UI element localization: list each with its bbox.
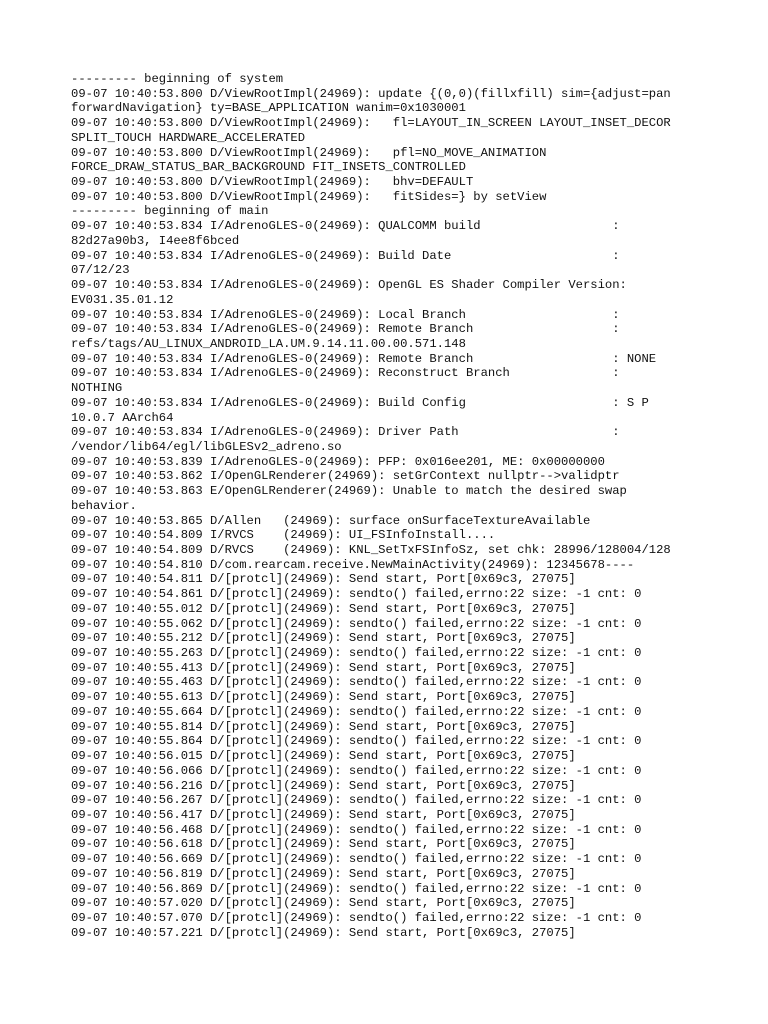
log-line: forwardNavigation} ty=BASE_APPLICATION wanim=0x1030001	[71, 101, 466, 116]
log-line: 82d27a90b3, I4ee8f6bced	[71, 233, 240, 248]
log-line: 09-07 10:40:56.869 D/[protcl](24969): sendto() failed,errno:22 size: -1 cnt: 0	[71, 881, 642, 896]
log-line: 09-07 10:40:55.413 D/[protcl](24969): Send start, Port[0x69c3, 27075]	[71, 660, 576, 675]
log-line: 09-07 10:40:53.834 I/AdrenoGLES-0(24969): Remote Branch : NONE	[71, 351, 657, 366]
log-line: --------- beginning of system	[71, 72, 284, 86]
log-line: 09-07 10:40:53.800 D/ViewRootImpl(24969): fl=LAYOUT_IN_SCREEN LAYOUT_INSET_DECOR	[71, 116, 671, 131]
log-line: 09-07 10:40:53.834 I/AdrenoGLES-0(24969): QUALCOMM build :	[71, 219, 620, 234]
log-line: 09-07 10:40:56.618 D/[protcl](24969): Send start, Port[0x69c3, 27075]	[71, 837, 576, 852]
log-line: 09-07 10:40:55.212 D/[protcl](24969): Send start, Port[0x69c3, 27075]	[71, 631, 576, 646]
log-line: 09-07 10:40:55.814 D/[protcl](24969): Send start, Port[0x69c3, 27075]	[71, 719, 576, 734]
log-line: 09-07 10:40:53.862 I/OpenGLRenderer(24969): setGrContext nullptr-->validptr	[71, 469, 620, 484]
log-line: 09-07 10:40:55.463 D/[protcl](24969): sendto() failed,errno:22 size: -1 cnt: 0	[71, 675, 642, 690]
log-line: 09-07 10:40:54.810 D/com.rearcam.receive.NewMainActivity(24969): 12345678----	[71, 557, 635, 572]
log-line: 07/12/23	[71, 263, 130, 278]
log-line: 09-07 10:40:55.664 D/[protcl](24969): sendto() failed,errno:22 size: -1 cnt: 0	[71, 704, 642, 719]
log-line: 09-07 10:40:54.861 D/[protcl](24969): sendto() failed,errno:22 size: -1 cnt: 0	[71, 587, 642, 602]
log-line: 09-07 10:40:55.263 D/[protcl](24969): sendto() failed,errno:22 size: -1 cnt: 0	[71, 646, 642, 661]
log-line: 09-07 10:40:53.839 I/AdrenoGLES-0(24969): PFP: 0x016ee201, ME: 0x00000000	[71, 454, 605, 469]
log-line: 09-07 10:40:53.834 I/AdrenoGLES-0(24969): Build Date :	[71, 248, 620, 263]
log-line: /vendor/lib64/egl/libGLESv2_adreno.so	[71, 439, 342, 454]
log-line: 09-07 10:40:53.800 D/ViewRootImpl(24969): fitSides=} by setView	[71, 189, 547, 204]
log-line: 09-07 10:40:57.070 D/[protcl](24969): sendto() failed,errno:22 size: -1 cnt: 0	[71, 910, 642, 925]
log-line: 09-07 10:40:55.062 D/[protcl](24969): sendto() failed,errno:22 size: -1 cnt: 0	[71, 616, 642, 631]
log-line: behavior.	[71, 498, 137, 513]
log-line: 09-07 10:40:57.221 D/[protcl](24969): Send start, Port[0x69c3, 27075]	[71, 925, 576, 940]
log-line: 09-07 10:40:54.809 I/RVCS (24969): UI_FSInfoInstall....	[71, 528, 496, 543]
log-line: EV031.35.01.12	[71, 292, 174, 307]
log-line: 09-07 10:40:53.800 D/ViewRootImpl(24969): pfl=NO_MOVE_ANIMATION	[71, 145, 547, 160]
log-line: NOTHING	[71, 381, 123, 396]
log-line: 09-07 10:40:54.809 D/RVCS (24969): KNL_SetTxFSInfoSz, set chk: 28996/128004/128	[71, 543, 671, 557]
log-line: 09-07 10:40:53.863 E/OpenGLRenderer(24969): Unable to match the desired swap	[71, 484, 627, 499]
log-line: 09-07 10:40:56.066 D/[protcl](24969): sendto() failed,errno:22 size: -1 cnt: 0	[71, 763, 642, 778]
log-line: 09-07 10:40:56.267 D/[protcl](24969): sendto() failed,errno:22 size: -1 cnt: 0	[71, 793, 642, 808]
log-line: SPLIT_TOUCH HARDWARE_ACCELERATED	[71, 130, 306, 145]
log-line: 09-07 10:40:55.012 D/[protcl](24969): Send start, Port[0x69c3, 27075]	[71, 601, 576, 616]
log-line: 09-07 10:40:56.669 D/[protcl](24969): sendto() failed,errno:22 size: -1 cnt: 0	[71, 852, 642, 867]
log-line: 09-07 10:40:56.216 D/[protcl](24969): Send start, Port[0x69c3, 27075]	[71, 778, 576, 793]
log-line: 09-07 10:40:56.015 D/[protcl](24969): Send start, Port[0x69c3, 27075]	[71, 749, 576, 764]
log-line: refs/tags/AU_LINUX_ANDROID_LA.UM.9.14.11.00.00.571.148	[71, 336, 466, 351]
log-line: 09-07 10:40:53.834 I/AdrenoGLES-0(24969): Driver Path :	[71, 425, 620, 440]
log-line: 09-07 10:40:54.811 D/[protcl](24969): Send start, Port[0x69c3, 27075]	[71, 572, 576, 587]
log-line: 09-07 10:40:53.834 I/AdrenoGLES-0(24969): Local Branch :	[71, 307, 620, 322]
log-line: 09-07 10:40:56.468 D/[protcl](24969): sendto() failed,errno:22 size: -1 cnt: 0	[71, 822, 642, 837]
log-line: 09-07 10:40:53.800 D/ViewRootImpl(24969): update {(0,0)(fillxfill) sim={adjust=pan	[71, 86, 671, 101]
log-line: 09-07 10:40:56.417 D/[protcl](24969): Send start, Port[0x69c3, 27075]	[71, 807, 576, 822]
log-line: 09-07 10:40:53.834 I/AdrenoGLES-0(24969): Reconstruct Branch :	[71, 366, 620, 381]
log-line: 09-07 10:40:55.864 D/[protcl](24969): sendto() failed,errno:22 size: -1 cnt: 0	[71, 734, 642, 749]
log-line: 10.0.7 AArch64	[71, 410, 174, 425]
log-line: 09-07 10:40:56.819 D/[protcl](24969): Send start, Port[0x69c3, 27075]	[71, 866, 576, 881]
log-line: 09-07 10:40:53.800 D/ViewRootImpl(24969): bhv=DEFAULT	[71, 175, 474, 190]
log-document	[71, 72, 761, 940]
log-line: 09-07 10:40:53.834 I/AdrenoGLES-0(24969): OpenGL ES Shader Compiler Version:	[71, 278, 627, 293]
log-line: 09-07 10:40:53.834 I/AdrenoGLES-0(24969): Remote Branch :	[71, 322, 620, 337]
log-line: 09-07 10:40:53.834 I/AdrenoGLES-0(24969): Build Config : S P	[71, 395, 649, 410]
log-line: FORCE_DRAW_STATUS_BAR_BACKGROUND FIT_INSETS_CONTROLLED	[71, 160, 466, 175]
log-line: --------- beginning of main	[71, 204, 269, 219]
log-line: 09-07 10:40:57.020 D/[protcl](24969): Send start, Port[0x69c3, 27075]	[71, 896, 576, 911]
log-line: 09-07 10:40:55.613 D/[protcl](24969): Send start, Port[0x69c3, 27075]	[71, 690, 576, 705]
log-line: 09-07 10:40:53.865 D/Allen (24969): surface onSurfaceTextureAvailable	[71, 513, 591, 528]
